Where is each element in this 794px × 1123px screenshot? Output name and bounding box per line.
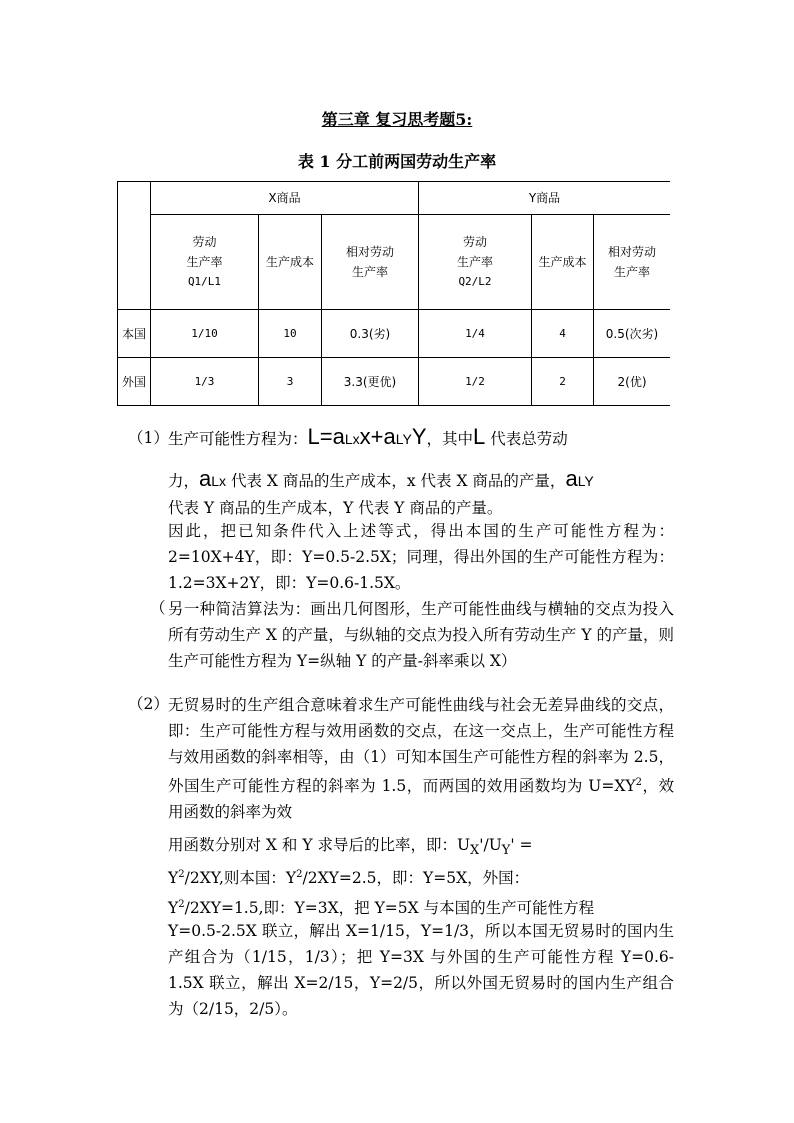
cell: 2 [532,358,594,406]
cell: 1/4 [419,310,532,358]
col-cost-y: 生产成本 [532,215,594,310]
cell: 4 [532,310,594,358]
cell: 10 [259,310,322,358]
item-2-conclusion: Y=0.5-2.5X 联立，解出 X=1/15，Y=1/3，所以本国无贸易时的国内生产组合为（1/15，1/3）；把 Y=3X 与外国的生产可能性方程 Y=0.6-1.5X 联立，解出 X=2/15，Y=2/5，所以外国无贸易时的国内生产组合为（2/15，2/5）。 [168,922,674,1018]
item-1-line3: 代表 Y 商品的生产成本，Y 代表 Y 商品的产量。 [168,499,503,517]
cell: 3 [259,358,322,406]
item-1-body: 因此，把已知条件代入上述等式，得出本国的生产可能性方程为：2=10X+4Y，即：Y=0.5-2.5X；同理，得出外国的生产可能性方程为：1.2=3X+2Y，即：Y=0.6-1.5X。 [168,522,674,592]
cell: 1/3 [151,358,259,406]
col-rel-y: 相对劳动 生产率 [594,215,671,310]
cell: 1/2 [419,358,532,406]
table-caption: 表 1 分工前两国劳动生产率 [297,152,497,171]
cell: 0.3(劣) [322,310,419,358]
alt-body: 另一种简洁算法为：画出几何图形，生产可能性曲线与横轴的交点为投入所有劳动生产 X 的产量，与纵轴的交点为投入所有劳动生产 Y 的产量，则生产可能性方程为 Y=纵轴 Y 的产量-斜率乘以 X） [168,600,674,670]
col-labor-x: 劳动 生产率 Q1/L1 [151,215,259,310]
item-2-line7: $Y^2/2XY$,则本国：$Y^2/2XY=2.5$，即：Y=5X，外国： [168,869,530,888]
item-2-line6: 用函数分别对 X 和 Y 求导后的比率，即：$U_X'/U_Y'$ = [168,836,533,859]
item-2-body: 无贸易时的生产组合意味着求生产可能性曲线与社会无差异曲线的交点，即：生产可能性方程与效用函数的交点，在这一交点上，生产可能性方程与效用函数的斜率相等，由（1）可知本国生产可能性方程的斜率为 2.5，外国生产可能性方程的斜率为 1.5，而两国的效用函数均为 $U=XY^2$，效用函数的斜率为效 [168,696,674,822]
col-rel-x: 相对劳动 生产率 [322,215,419,310]
group-x-header: X商品 [151,182,419,215]
item-1-line2: 力，aLx 代表 X 商品的生产成本，x 代表 X 商品的产量，aLY [168,466,594,491]
table-row [118,358,671,406]
table-row [118,310,671,358]
cell: 2(优) [594,358,671,406]
item-1-line1: 生产可能性方程为：L=aLxx+aLYY，其中L 代表总劳动 [168,424,568,449]
cell: 3.3(更优) [322,358,419,406]
page-title: 第三章 复习思考题5: [321,110,473,129]
col-labor-y: 劳动 生产率 Q2/L2 [419,215,532,310]
row-country: 本国 [118,310,151,358]
cell: 1/10 [151,310,259,358]
cell: 0.5(次劣) [594,310,671,358]
col-cost-x: 生产成本 [259,215,322,310]
item-1-label: （1） [128,429,169,447]
productivity-table [117,181,670,406]
row-country: 外国 [118,358,151,406]
table-corner [118,182,151,310]
item-2-label: （2） [128,695,169,713]
group-y-header: Y商品 [419,182,671,215]
alt-open-paren: （ [150,599,166,617]
item-2-line8: $Y^2/2XY=1.5$,即：Y=3X，把 Y=5X 与本国的生产可能性方程 [168,899,595,918]
